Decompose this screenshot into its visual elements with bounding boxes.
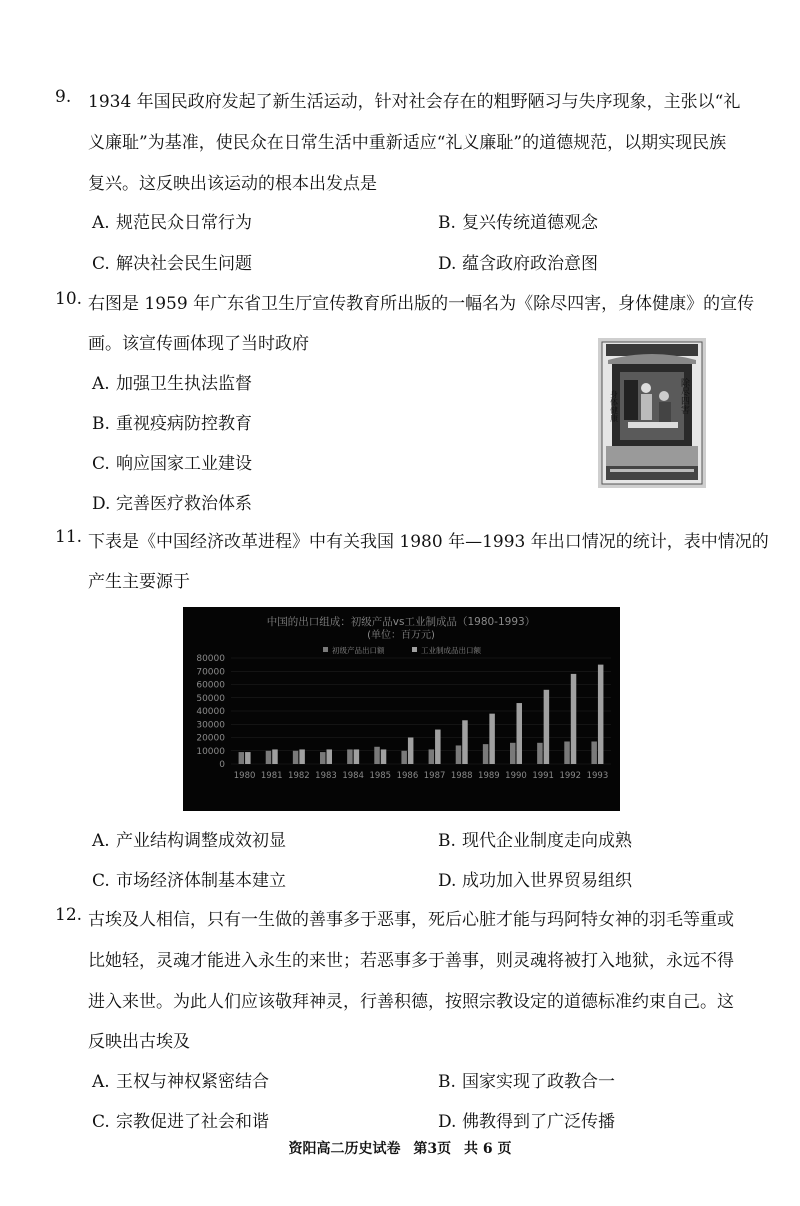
q11-option-c[interactable] bbox=[92, 866, 286, 891]
poster-right-text: 除尽四害 bbox=[679, 378, 689, 414]
option-letter: D. bbox=[438, 254, 457, 274]
q12-option-c[interactable] bbox=[92, 1107, 269, 1132]
bar-primary-1992 bbox=[564, 741, 570, 764]
option-letter: A. bbox=[92, 1072, 110, 1092]
x-tick-label: 1987 bbox=[423, 771, 446, 781]
bar-manufactured-1991 bbox=[544, 690, 550, 764]
bar-manufactured-1992 bbox=[571, 674, 577, 764]
option-text: 蕴含政府政治意图 bbox=[462, 254, 598, 274]
footer-page: 第3页 bbox=[413, 1141, 452, 1157]
option-letter: C. bbox=[92, 454, 110, 474]
x-tick-label: 1991 bbox=[532, 771, 554, 781]
propaganda-poster-image bbox=[598, 338, 706, 488]
y-tick-label: 50000 bbox=[196, 693, 225, 704]
bar-manufactured-1984 bbox=[354, 749, 360, 764]
chart-title: 中国的出口组成：初级产品vs工业制成品（1980-1993） bbox=[266, 616, 536, 628]
q10-line-2: 画。该宣传画体现了当时政府 bbox=[88, 334, 309, 354]
q9-option-c[interactable] bbox=[92, 249, 252, 274]
y-tick-label: 10000 bbox=[196, 746, 225, 757]
option-letter: A. bbox=[92, 213, 110, 233]
option-text: 规范民众日常行为 bbox=[116, 213, 252, 233]
bar-primary-1985 bbox=[374, 747, 380, 764]
q11-option-a[interactable] bbox=[92, 826, 286, 851]
q11-option-b[interactable] bbox=[438, 826, 632, 851]
x-tick-label: 1993 bbox=[586, 771, 609, 781]
bar-manufactured-1987 bbox=[435, 730, 441, 764]
bar-manufactured-1981 bbox=[272, 749, 278, 764]
q10-option-c[interactable] bbox=[92, 449, 252, 474]
q9-line-1: 1934 年国民政府发起了新生活运动，针对社会存在的粗野陋习与失序现象，主张以“礼 bbox=[88, 92, 741, 112]
chart-subtitle: (单位：百万元) bbox=[367, 630, 435, 641]
q12-option-b[interactable] bbox=[438, 1067, 615, 1092]
legend-manufactured: 工业制成品出口额 bbox=[421, 646, 481, 655]
option-letter: C. bbox=[92, 254, 110, 274]
footer-total: 共 6 页 bbox=[464, 1141, 512, 1157]
x-tick-label: 1986 bbox=[396, 771, 419, 781]
option-letter: A. bbox=[92, 374, 110, 394]
q11-line-1: 下表是《中国经济改革进程》中有关我国 1980 年—1993 年出口情况的统计，表中情况的 bbox=[88, 532, 769, 552]
option-text: 成功加入世界贸易组织 bbox=[462, 871, 632, 891]
option-text: 佛教得到了广泛传播 bbox=[462, 1112, 615, 1132]
y-tick-label: 80000 bbox=[196, 654, 225, 664]
x-tick-label: 1984 bbox=[342, 771, 364, 781]
legend-swatch-manufactured bbox=[412, 647, 417, 652]
x-tick-label: 1989 bbox=[478, 771, 500, 781]
q11-option-d[interactable] bbox=[438, 866, 632, 891]
q10-number: 10. bbox=[55, 289, 83, 309]
bar-primary-1987 bbox=[429, 749, 435, 764]
option-text: 响应国家工业建设 bbox=[116, 454, 252, 474]
option-text: 王权与神权紧密结合 bbox=[116, 1072, 269, 1092]
bar-primary-1993 bbox=[591, 741, 597, 764]
x-tick-label: 1988 bbox=[450, 771, 473, 781]
option-letter: C. bbox=[92, 1112, 110, 1132]
q12-line-3: 进入来世。为此人们应该敬拜神灵，行善积德，按照宗教设定的道德标准约束自己。这 bbox=[88, 992, 734, 1012]
option-text: 宗教促进了社会和谐 bbox=[116, 1112, 269, 1132]
q10-line-1: 右图是 1959 年广东省卫生厅宣传教育所出版的一幅名为《除尽四害，身体健康》的宣传 bbox=[88, 294, 755, 314]
option-letter: C. bbox=[92, 871, 110, 891]
bar-primary-1988 bbox=[456, 745, 462, 764]
export-composition-chart bbox=[183, 607, 620, 811]
bar-primary-1991 bbox=[537, 743, 543, 764]
footer-school: 资阳高二历史试卷 bbox=[288, 1141, 401, 1157]
option-letter: B. bbox=[92, 414, 110, 434]
option-text: 重视疫病防控教育 bbox=[116, 414, 252, 434]
option-text: 加强卫生执法监督 bbox=[116, 374, 252, 394]
q12-option-d[interactable] bbox=[438, 1107, 615, 1132]
bar-manufactured-1990 bbox=[517, 703, 523, 764]
bar-manufactured-1980 bbox=[245, 752, 251, 764]
option-letter: D. bbox=[438, 871, 457, 891]
option-letter: B. bbox=[438, 1072, 456, 1092]
option-text: 完善医疗救治体系 bbox=[116, 494, 252, 514]
q12-line-1: 古埃及人相信，只有一生做的善事多于恶事，死后心脏才能与玛阿特女神的羽毛等重或 bbox=[88, 910, 734, 930]
x-tick-label: 1980 bbox=[233, 771, 256, 781]
legend-swatch-primary bbox=[323, 647, 328, 652]
q12-line-4: 反映出古埃及 bbox=[88, 1032, 190, 1052]
option-letter: A. bbox=[92, 831, 110, 851]
q9-option-a[interactable] bbox=[92, 208, 252, 233]
option-letter: B. bbox=[438, 213, 456, 233]
option-text: 现代企业制度走向成熟 bbox=[462, 831, 632, 851]
option-text: 解决社会民生问题 bbox=[116, 254, 252, 274]
bar-manufactured-1985 bbox=[381, 749, 387, 764]
x-tick-label: 1982 bbox=[288, 771, 310, 781]
x-tick-label: 1992 bbox=[559, 771, 582, 781]
y-tick-label: 40000 bbox=[196, 707, 225, 717]
y-tick-label: 30000 bbox=[196, 720, 225, 731]
x-tick-label: 1981 bbox=[260, 771, 283, 781]
bar-primary-1982 bbox=[293, 751, 299, 764]
bar-manufactured-1989 bbox=[489, 714, 495, 764]
q9-option-b[interactable] bbox=[438, 208, 598, 233]
bar-manufactured-1988 bbox=[462, 720, 468, 764]
q11-line-2: 产生主要源于 bbox=[88, 572, 190, 592]
q12-option-a[interactable] bbox=[92, 1067, 269, 1092]
option-text: 国家实现了政教合一 bbox=[462, 1072, 615, 1092]
bar-manufactured-1993 bbox=[598, 665, 604, 764]
y-tick-label: 0 bbox=[219, 760, 225, 770]
y-tick-label: 20000 bbox=[196, 733, 225, 744]
q11-number: 11. bbox=[55, 527, 83, 547]
option-text: 复兴传统道德观念 bbox=[462, 213, 598, 233]
q10-option-a[interactable] bbox=[92, 369, 252, 394]
legend-primary: 初级产品出口额 bbox=[332, 646, 385, 655]
q9-line-3: 复兴。这反映出该运动的根本出发点是 bbox=[88, 174, 377, 194]
option-text: 产业结构调整成效初显 bbox=[116, 831, 286, 851]
x-tick-label: 1983 bbox=[315, 771, 337, 781]
bar-manufactured-1986 bbox=[408, 738, 414, 765]
page-footer bbox=[0, 1138, 800, 1158]
bar-primary-1980 bbox=[239, 752, 245, 764]
option-text: 市场经济体制基本建立 bbox=[116, 871, 286, 891]
q10-option-d[interactable] bbox=[92, 489, 252, 514]
x-tick-label: 1985 bbox=[369, 771, 392, 781]
q12-number: 12. bbox=[55, 905, 83, 925]
q9-option-d[interactable] bbox=[438, 249, 598, 274]
option-letter: D. bbox=[438, 1112, 457, 1132]
y-tick-label: 60000 bbox=[196, 680, 225, 691]
q10-option-b[interactable] bbox=[92, 409, 252, 434]
q9-line-2: 义廉耻”为基准，使民众在日常生活中重新适应“礼义廉耻”的道德规范，以期实现民族 bbox=[88, 133, 727, 153]
bar-primary-1983 bbox=[320, 752, 326, 764]
x-tick-label: 1990 bbox=[505, 771, 527, 781]
bar-manufactured-1983 bbox=[327, 749, 333, 764]
option-letter: D. bbox=[92, 494, 111, 514]
option-letter: B. bbox=[438, 831, 456, 851]
bar-primary-1989 bbox=[483, 744, 489, 764]
q12-line-2: 比她轻，灵魂才能进入永生的来世；若恶事多于善事，则灵魂将被打入地狱，永远不得 bbox=[88, 951, 734, 971]
bar-primary-1984 bbox=[347, 749, 353, 764]
bar-primary-1990 bbox=[510, 743, 516, 764]
bar-primary-1981 bbox=[266, 751, 272, 764]
poster-left-text: 身体健康 bbox=[609, 390, 619, 422]
y-tick-label: 70000 bbox=[196, 667, 225, 678]
q9-number: 9. bbox=[55, 87, 72, 107]
bar-manufactured-1982 bbox=[299, 749, 305, 764]
bar-primary-1986 bbox=[401, 751, 407, 764]
